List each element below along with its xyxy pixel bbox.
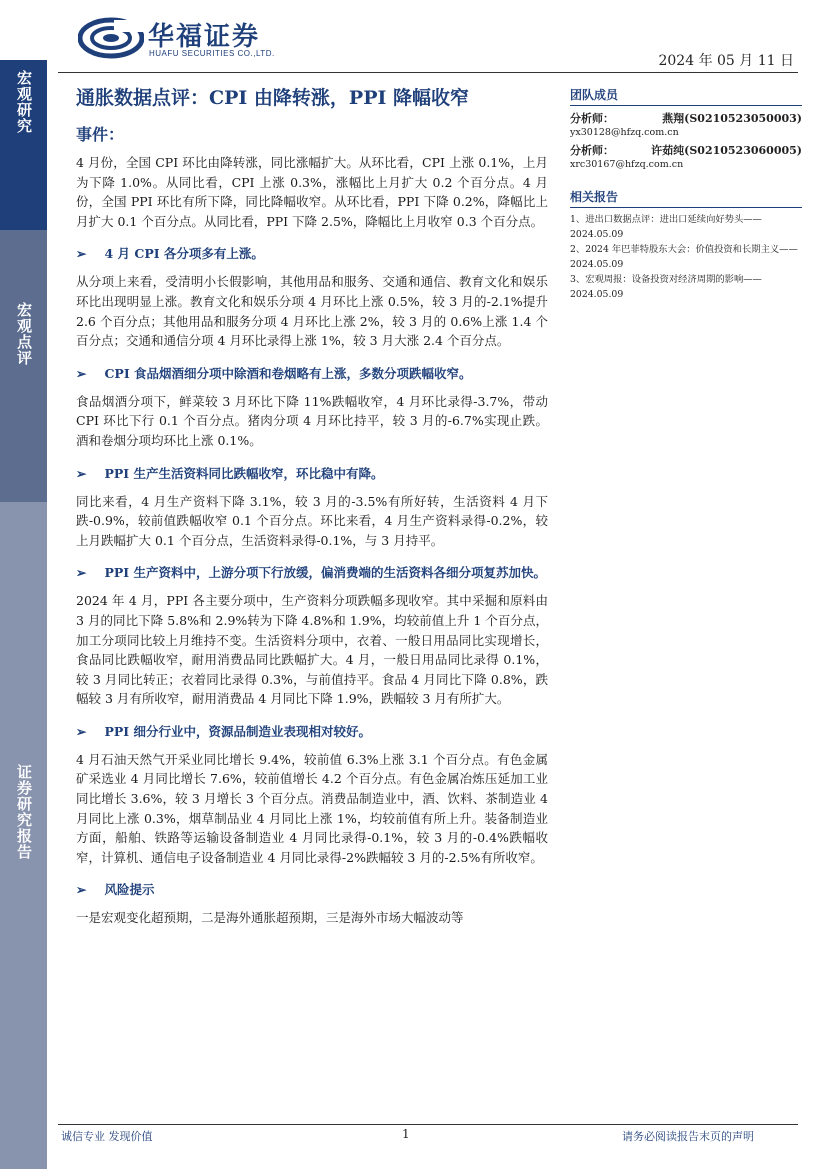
section-heading-text: 4 月 CPI 各分项多有上涨。 bbox=[104, 246, 264, 262]
section-heading bbox=[76, 880, 548, 899]
section-heading bbox=[76, 563, 548, 582]
sidebar-label: 证券研究报告 bbox=[15, 764, 33, 860]
body-paragraph: 食品烟酒分项下，鲜菜较 3 月环比下降 11%跌幅收窄，4 月环比录得-3.7%，带动 CPI 环比下行 0.1 个百分点。猪肉分项 4 月环比持平，较 3 月的-6.7%实现止跌。酒和卷烟分项均环比上涨 0.1%。 bbox=[76, 393, 548, 448]
related-reports-heading: 相关报告 bbox=[570, 190, 619, 204]
report-date: 2024 年 05 月 11 日 bbox=[658, 53, 794, 69]
sidebar-label: 宏观研究 bbox=[15, 70, 33, 134]
arrow-bullet-icon: ➢ bbox=[76, 465, 87, 481]
section-heading-text: PPI 生产资料中，上游分项下行放缓，偏消费端的生活资料各细分项复苏加快。 bbox=[104, 565, 546, 581]
report-title: 通胀数据点评：CPI 由降转涨，PPI 降幅收窄 bbox=[76, 87, 469, 109]
arrow-bullet-icon: ➢ bbox=[76, 565, 87, 581]
sidebar-label: 宏观点评 bbox=[15, 302, 33, 366]
team-heading: 团队成员 bbox=[570, 88, 619, 102]
section-heading-text: PPI 生产生活资料同比跌幅收窄，环比稳中有降。 bbox=[104, 465, 384, 481]
event-heading: 事件： bbox=[76, 125, 125, 144]
analyst-role: 分析师： bbox=[570, 112, 614, 125]
company-logo bbox=[78, 16, 288, 62]
related-report-item[interactable]: 3、宏观周报：设备投资对经济周期的影响——2024.05.09 bbox=[570, 274, 762, 300]
side-panel bbox=[570, 86, 802, 302]
main-content bbox=[76, 153, 548, 941]
sidebar bbox=[0, 60, 47, 1169]
analyst-name: 许茹纯(S0210523060005) bbox=[651, 144, 802, 157]
analyst-name: 燕翔(S0210523050003) bbox=[662, 112, 802, 125]
analyst-email[interactable]: yx30128@hfzq.com.cn bbox=[570, 127, 679, 138]
analyst-entry bbox=[570, 142, 802, 170]
arrow-bullet-icon: ➢ bbox=[76, 365, 87, 381]
body-paragraph: 从分项上来看，受清明小长假影响，其他用品和服务、交通和通信、教育文化和娱乐环比出现明显上涨。教育文化和娱乐分项 4 月环比上涨 0.5%，较 3 月的-2.1%提升 2.6 个百分点；其他用品和服务分项 4 月环比上涨 2%，较 3 月的 0.6%上涨 1.4 个百分点；交通和通信分项 4 月环比录得上涨 1%，较 3 月大涨 2.4 个百分点。 bbox=[76, 274, 548, 349]
huafu-swirl-logo-icon bbox=[78, 16, 144, 60]
sidebar-section-research-report bbox=[0, 502, 47, 1169]
analyst-entry bbox=[570, 110, 802, 138]
footer-divider bbox=[58, 1124, 798, 1125]
body-paragraph: 4 月份，全国 CPI 环比由降转涨，同比涨幅扩大。从环比看，CPI 上涨 0.1%，上月为下降 1.0%。从同比看，CPI 上涨 0.3%，涨幅比上月扩大 0.2 个百分点。4 月份，全国 PPI 环比有所下降，同比降幅收窄。从环比看，PPI 下降 0.2%，降幅比上月扩大 0.1 个百分点。从同比看，PPI 下降 2.5%，降幅比上月收窄 0.3 个百分点。 bbox=[76, 155, 548, 229]
body-paragraph: 4 月石油天然气开采业同比增长 9.4%，较前值 6.3%上涨 3.1 个百分点。有色金属矿采选业 4 月同比增长 7.6%，较前值增长 4.2 个百分点。有色金属冶炼压延加工业同比增长 3.6%，较 3 月增长 3 个百分点。消费品制造业中，酒、饮料、茶制造业 4 月同比上涨 0.3%，烟草制品业 4 月同比上涨 1%，均较前值有所上升。装备制造业方面，船舶、铁路等运输设备制造业 4 月同比录得-0.1%，较 3 月的-0.4%跌幅收窄，计算机、通信电子设备制造业 4 月同比录得-2%跌幅较 3 月的-2.5%有所收窄。 bbox=[76, 751, 548, 865]
logo-english-name: HUAFU SECURITIES CO.,LTD. bbox=[149, 49, 275, 58]
section-heading-text: PPI 细分行业中，资源品制造业表现相对较好。 bbox=[104, 723, 371, 739]
page-number: 1 bbox=[402, 1127, 410, 1141]
sidebar-section-macro-research bbox=[0, 60, 47, 230]
section-heading bbox=[76, 464, 548, 483]
sidebar-section-macro-comment bbox=[0, 230, 47, 502]
arrow-bullet-icon: ➢ bbox=[76, 882, 87, 898]
header-divider bbox=[58, 72, 798, 73]
body-paragraph: 一是宏观变化超预期，二是海外通胀超预期，三是海外市场大幅波动等 bbox=[76, 910, 464, 926]
footer-disclaimer-note: 请务必阅读报告末页的声明 bbox=[622, 1130, 754, 1143]
related-report-item[interactable]: 2、2024 年巴菲特股东大会：价值投资和长期主义——2024.05.09 bbox=[570, 244, 798, 270]
related-reports-list bbox=[570, 212, 802, 302]
team-divider bbox=[570, 105, 802, 106]
section-heading-text: 风险提示 bbox=[104, 882, 155, 898]
related-report-item[interactable]: 1、进出口数据点评：进出口延续向好势头——2024.05.09 bbox=[570, 214, 762, 240]
logo-chinese-name: 华福证券 bbox=[148, 22, 261, 52]
analyst-role: 分析师： bbox=[570, 144, 614, 157]
arrow-bullet-icon: ➢ bbox=[76, 246, 87, 262]
reports-divider bbox=[570, 207, 802, 208]
section-heading bbox=[76, 364, 548, 383]
footer-slogan: 诚信专业 发现价值 bbox=[61, 1130, 153, 1143]
body-paragraph: 同比来看，4 月生产资料下降 3.1%，较 3 月的-3.5%有所好转，生活资料 4 月下跌-0.9%，较前值跌幅收窄 0.1 个百分点。环比来看，4 月生产资料录得-0.2%，较上月跌幅扩大 0.1 个百分点，生活资料录得-0.1%，与 3 月持平。 bbox=[76, 493, 548, 548]
section-heading bbox=[76, 722, 548, 741]
section-heading bbox=[76, 244, 548, 263]
arrow-bullet-icon: ➢ bbox=[76, 723, 87, 739]
body-paragraph: 2024 年 4 月，PPI 各主要分项中，生产资料分项跌幅多现收窄。其中采掘和原料由 3 月的同比下降 5.8%和 2.9%转为下降 4.8%和 1.9%，均较前值上升 1 个百分点，加工分项同比较上月维持不变。生活资料分项中，衣着、一般日用品同比实现增长，食品同比跌幅收窄，耐用消费品同比跌幅扩大。4 月，一般日用品同比录得 0.1%，较 3 月同比转正；衣着同比录得 0.3%，与前值持平。食品 4 月同比下降 0.8%，跌幅较 3 月有所收窄，耐用消费品 4 月同比下降 1.9%，跌幅较 3 月有所扩大。 bbox=[76, 593, 548, 707]
analyst-email[interactable]: xrc30167@hfzq.com.cn bbox=[570, 159, 684, 170]
section-heading-text: CPI 食品烟酒细分项中除酒和卷烟略有上涨，多数分项跌幅收窄。 bbox=[104, 365, 472, 381]
